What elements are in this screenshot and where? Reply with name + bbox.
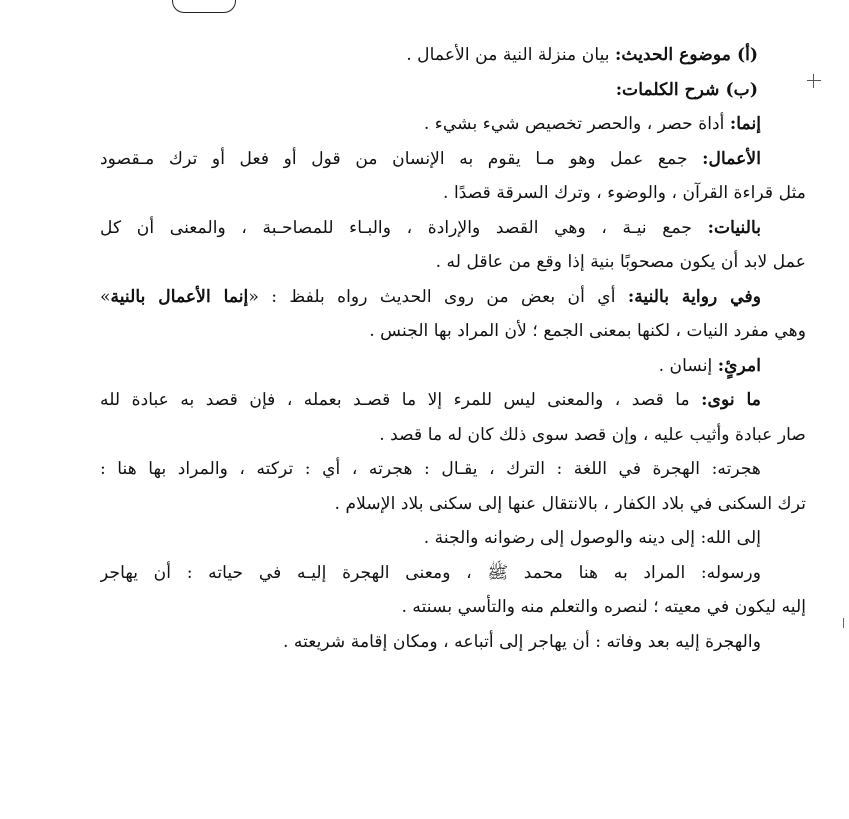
entry-rasulihi-line2 <box>100 590 806 625</box>
def-imri: إنسان . <box>658 355 718 376</box>
section-a-line <box>100 38 806 73</box>
def-manawa-2: صار عبادة وأثيب عليه ، وإن قصد سوى ذلك كان له ما قصد . <box>379 424 806 445</box>
entry-manawa-line1 <box>100 383 806 418</box>
def-manawa-1: ما قصد ، والمعنى ليس للمرء إلا ما قصـد بعمله ، فإن قصد به عبادة لله <box>100 390 702 410</box>
entry-hijratuhu-line2 <box>100 487 806 522</box>
def-hijratuhu-1: الهجرة في اللغة : الترك ، يقـال : هجرته ، أي : تركته ، والمراد بها هنا : <box>100 459 712 479</box>
def-riwaya-1: أي أن بعض من روى الحديث رواه بلفظ : « <box>248 286 628 307</box>
entry-hijratuhu-line1 <box>100 452 806 487</box>
def-alaamal-1: جمع عمل وهو مـا يقوم به الإنسان من قول أو فعل أو ترك مـقصود <box>100 148 703 169</box>
margin-mark <box>843 618 844 628</box>
term-hijratuhu: هجرته: <box>711 459 761 479</box>
entry-innama <box>100 107 806 142</box>
term-innama: إنما: <box>729 114 761 134</box>
entry-ilallah <box>100 521 806 556</box>
crosshair-cursor-icon <box>807 74 821 88</box>
entry-alaamal-line2 <box>100 176 806 211</box>
entry-hijra-after-death <box>100 625 806 660</box>
entry-binniyyat-line2 <box>100 245 806 280</box>
entry-riwaya-line2 <box>100 314 806 349</box>
entry-alaamal-line1 <box>100 142 806 177</box>
def-binniyyat-1: جمع نيـة ، وهي القصد والإرادة ، والبـاء للمصاحـبة ، والمعنى أن كل <box>100 217 708 238</box>
section-b-line <box>100 73 806 108</box>
entry-manawa-line2 <box>100 418 806 453</box>
page-corner-tab-shape <box>172 0 236 13</box>
quote-close: » <box>100 286 111 307</box>
section-a-label: (أ) موضوع الحديث: <box>615 45 758 65</box>
quote-hadith: إنما الأعمال بالنية <box>110 286 249 307</box>
term-imri: امرئٍ: <box>717 355 761 376</box>
def-hijratuhu-2: ترك السكنى في بلاد الكفار ، بالانتقال عنها إلى سكنى بلاد الإسلام . <box>334 493 806 514</box>
term-manawa: ما نوى: <box>701 390 761 410</box>
def-binniyyat-2: عمل لابد أن يكون مصحوبًا بنية إذا وقع من عاقل له . <box>435 252 806 272</box>
def-alaamal-2: مثل قراءة القرآن ، والوضوء ، وترك السرقة قصدًا . <box>443 183 806 203</box>
def-rasulihi-2: إليه ليكون في معيته ؛ لنصره والتعلم منه والتأسي بسنته . <box>401 597 806 617</box>
def-hijra-after-death: والهجرة إليه بعد وفاته : أن يهاجر إلى أتباعه ، ومكان إقامة شريعته . <box>282 631 761 652</box>
def-innama: أداة حصر ، والحصر تخصيص شيء بشيء . <box>423 114 730 134</box>
term-ilallah: إلى الله: <box>700 528 761 548</box>
term-riwaya: وفي رواية بالنية: <box>627 286 761 307</box>
term-rasulihi: ورسوله: <box>700 562 761 583</box>
def-riwaya-2: وهي مفرد النيات ، لكنها بمعنى الجمع ؛ لأن المراد بها الجنس . <box>369 321 806 341</box>
def-ilallah: إلى دينه والوصول إلى رضوانه والجنة . <box>423 528 701 548</box>
entry-imri <box>100 349 806 384</box>
def-rasulihi-1: المراد به هنا محمد ﷺ ، ومعنى الهجرة إليـه في حياته : أن يهاجر <box>100 562 701 583</box>
entry-binniyyat-line1 <box>100 211 806 246</box>
entry-rasulihi-line1 <box>100 556 806 591</box>
section-b-label: (ب) شرح الكلمات: <box>615 79 758 100</box>
term-binniyyat: بالنيات: <box>707 217 761 238</box>
section-a-text: بيان منزلة النية من الأعمال . <box>406 45 616 65</box>
document-page <box>100 38 806 659</box>
entry-riwaya-line1 <box>100 280 806 315</box>
term-alaamal: الأعمال: <box>702 148 761 169</box>
